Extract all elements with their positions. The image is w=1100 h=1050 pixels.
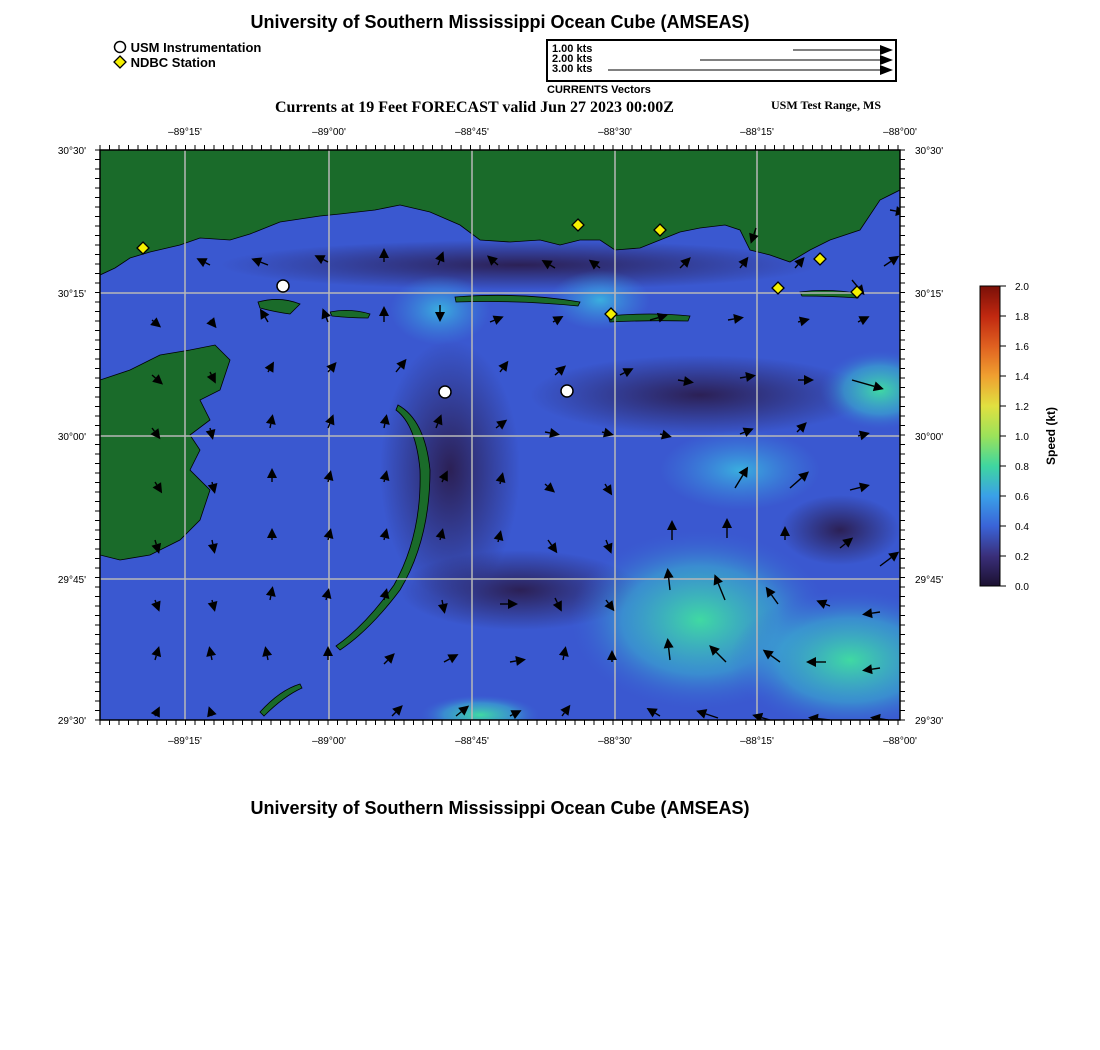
- current-vector-shaft: [384, 538, 385, 540]
- colorbar-tick: 0.0: [1015, 582, 1029, 593]
- usm-station-marker[interactable]: [561, 385, 573, 397]
- colorbar-gradient: [980, 286, 1000, 586]
- lon-label: –89°15': [168, 736, 202, 747]
- colorbar-tick: 0.2: [1015, 552, 1029, 563]
- vector-key-1kt: 1.00 kts: [552, 43, 593, 55]
- current-vector-shaft: [740, 377, 746, 378]
- lon-label: –88°00': [883, 736, 917, 747]
- map-field: [100, 150, 970, 735]
- horn-island: [608, 314, 690, 322]
- current-vector-shaft: [152, 320, 153, 321]
- current-vector-shaft: [328, 538, 329, 540]
- vector-key-caption: CURRENTS Vectors: [547, 84, 651, 96]
- current-vector-shaft: [890, 210, 896, 211]
- lon-label: –88°15': [740, 127, 774, 138]
- current-vector-shaft: [384, 424, 385, 428]
- lat-label: 30°00': [57, 432, 86, 443]
- colorbar-tick: 1.4: [1015, 372, 1029, 383]
- current-vector-shaft: [563, 656, 564, 660]
- lon-label: –88°45': [455, 127, 489, 138]
- current-vector-shaft: [498, 540, 499, 542]
- colorbar-tick: 0.4: [1015, 522, 1029, 533]
- current-vector-shaft: [602, 432, 604, 433]
- lon-tick-labels-top: [168, 127, 917, 138]
- lat-label: 29°30': [915, 716, 944, 727]
- current-vector-shaft: [270, 424, 271, 428]
- lat-label: 30°15': [915, 289, 944, 300]
- map-subtitle: Currents at 19 Feet FORECAST valid Jun 27 2023 00:00Z: [275, 99, 674, 116]
- current-vector-shaft: [155, 600, 156, 602]
- current-vector-shaft: [212, 600, 213, 602]
- lat-label: 29°30': [57, 716, 86, 727]
- colorbar-tick: 1.0: [1015, 432, 1029, 443]
- current-vector-shaft: [440, 538, 441, 540]
- current-vector-shaft: [326, 598, 327, 600]
- lat-label: 30°15': [57, 289, 86, 300]
- current-vector-shaft: [442, 600, 443, 604]
- current-vector-shaft: [660, 434, 662, 435]
- current-vector-shaft: [728, 319, 734, 320]
- usm-station-marker[interactable]: [439, 386, 451, 398]
- legend-ndbc-label: NDBC Station: [130, 55, 216, 70]
- lon-label: –89°15': [168, 127, 202, 138]
- lat-label: 30°00': [915, 432, 944, 443]
- range-label: USM Test Range, MS: [771, 98, 882, 112]
- lat-label: 29°45': [57, 575, 86, 586]
- colorbar-tick: 0.8: [1015, 462, 1029, 473]
- lon-label: –88°45': [455, 736, 489, 747]
- current-vector-shaft: [500, 482, 501, 484]
- lat-label: 30°30': [57, 146, 86, 157]
- lon-label: –88°30': [598, 736, 632, 747]
- current-vector-shaft: [384, 598, 385, 600]
- footer-title: University of Southern Mississippi Ocean Cube (AMSEAS): [250, 798, 750, 818]
- lat-tick-labels-left: [58, 146, 86, 727]
- legend-usm-label: USM Instrumentation: [130, 40, 262, 55]
- current-vector-shaft: [270, 596, 271, 600]
- colorbar-tick: 1.8: [1015, 312, 1029, 323]
- colorbar-tick: 0.6: [1015, 492, 1029, 503]
- colorbar-title: Speed (kt): [1044, 406, 1058, 466]
- current-vector-shaft: [268, 370, 269, 372]
- lon-label: –88°30': [598, 127, 632, 138]
- lat-label: 30°30': [915, 146, 944, 157]
- current-vector-shaft: [212, 482, 213, 484]
- colorbar-tick: 1.6: [1015, 342, 1029, 353]
- current-vector-shaft: [678, 380, 684, 381]
- usm-station-marker[interactable]: [277, 280, 289, 292]
- lat-tick-labels-right: [915, 146, 943, 727]
- current-vector-shaft: [212, 540, 213, 544]
- current-vector-shaft: [328, 480, 329, 482]
- lon-label: –89°00': [312, 736, 346, 747]
- current-vector-shaft: [210, 428, 211, 430]
- current-vector-shaft: [858, 435, 860, 436]
- current-vector-shaft: [798, 321, 800, 322]
- colorbar-tick: 2.0: [1015, 282, 1029, 293]
- lon-label: –89°00': [312, 127, 346, 138]
- vector-key-3kt: 3.00 kts: [552, 63, 593, 75]
- colorbar-tick: 1.2: [1015, 402, 1029, 413]
- map-title: University of Southern Mississippi Ocean Cube (AMSEAS): [250, 12, 750, 32]
- vector-key-2kt: 2.00 kts: [552, 53, 593, 65]
- current-vector-shaft: [545, 432, 550, 433]
- current-vector-shaft: [384, 480, 385, 482]
- lat-label: 29°45': [915, 575, 944, 586]
- current-vector-shaft: [553, 321, 555, 322]
- current-vector-shaft: [510, 661, 516, 662]
- lon-label: –88°15': [740, 736, 774, 747]
- lon-label: –88°00': [883, 127, 917, 138]
- lon-tick-labels-bottom: [168, 736, 917, 747]
- speed-colorbar: [980, 282, 1058, 593]
- current-vector-shaft: [211, 656, 212, 660]
- current-vector-shaft: [267, 656, 268, 660]
